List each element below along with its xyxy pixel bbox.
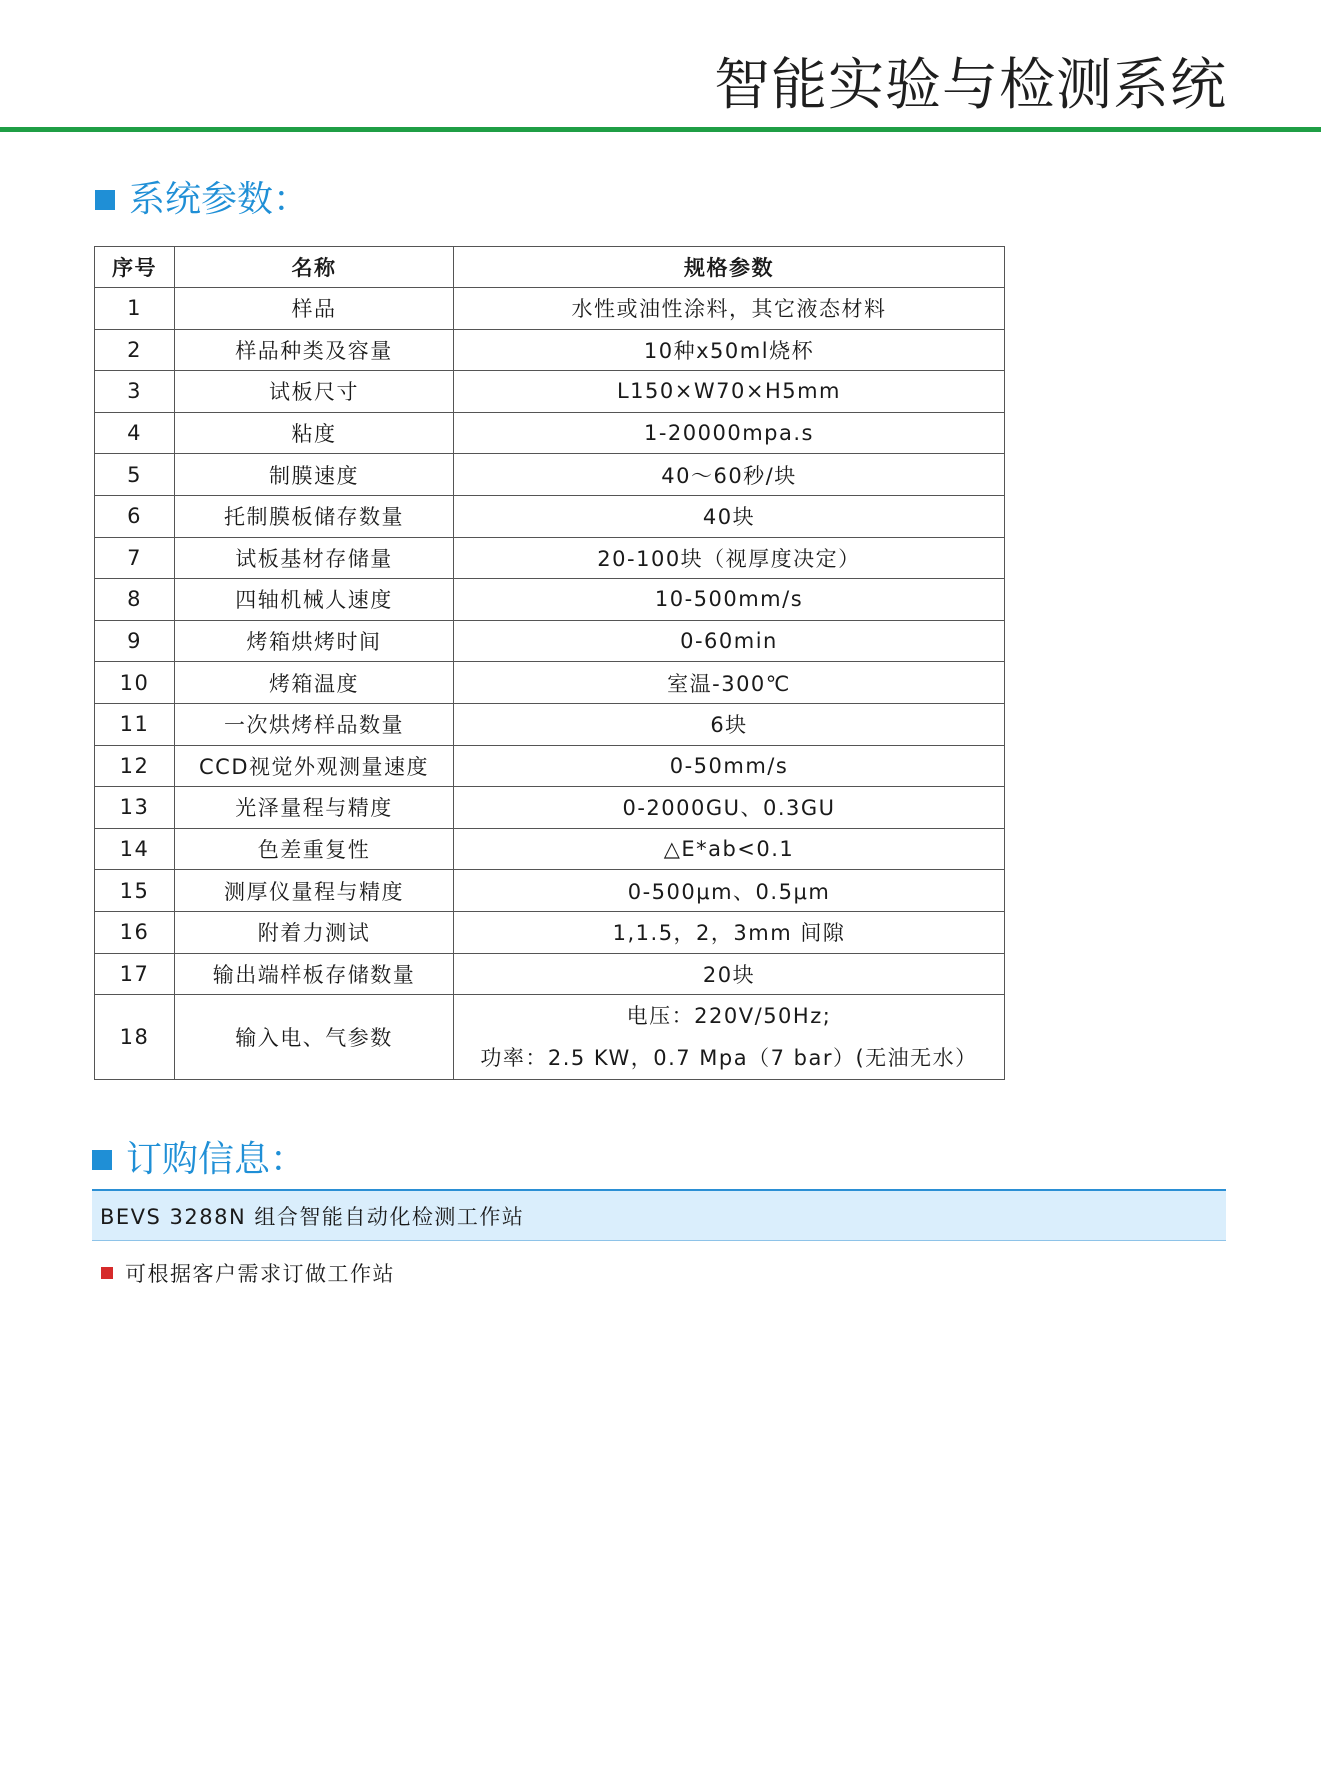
cell-name: 样品种类及容量 bbox=[175, 329, 454, 371]
spec-voltage: 电压：220V/50Hz; bbox=[626, 1004, 832, 1029]
cell-name: 烤箱温度 bbox=[175, 662, 454, 704]
table-row bbox=[95, 662, 1005, 704]
cell-name: 制膜速度 bbox=[175, 454, 454, 496]
cell-no: 12 bbox=[95, 745, 175, 787]
spec-table bbox=[94, 246, 1005, 1080]
table-row bbox=[95, 953, 1005, 995]
cell-spec: 20-100块（视厚度决定） bbox=[454, 537, 1005, 579]
cell-name: 试板基材存储量 bbox=[175, 537, 454, 579]
table-row bbox=[95, 537, 1005, 579]
cell-no: 4 bbox=[95, 412, 175, 454]
cell-spec: 1,1.5，2，3mm 间隙 bbox=[454, 911, 1005, 953]
table-row bbox=[95, 787, 1005, 829]
custom-note-text: 可根据客户需求订做工作站 bbox=[125, 1262, 395, 1286]
table-header-row bbox=[95, 247, 1005, 288]
cell-spec: 1-20000mpa.s bbox=[454, 412, 1005, 454]
cell-name: 测厚仪量程与精度 bbox=[175, 870, 454, 912]
cell-name: 色差重复性 bbox=[175, 828, 454, 870]
cell-no: 11 bbox=[95, 703, 175, 745]
cell-spec: 10种x50ml烧杯 bbox=[454, 329, 1005, 371]
cell-name: 附着力测试 bbox=[175, 911, 454, 953]
cell-name: 试板尺寸 bbox=[175, 371, 454, 413]
cell-name: 输出端样板存储数量 bbox=[175, 953, 454, 995]
order-section-heading bbox=[92, 1139, 307, 1180]
cell-spec: 20块 bbox=[454, 953, 1005, 995]
spec-table-body bbox=[95, 288, 1005, 1080]
cell-no: 8 bbox=[95, 579, 175, 621]
cell-name: 粘度 bbox=[175, 412, 454, 454]
table-row bbox=[95, 495, 1005, 537]
table-row bbox=[95, 412, 1005, 454]
page-title: 智能实验与检测系统 bbox=[714, 53, 1227, 118]
cell-spec: 0-50mm/s bbox=[454, 745, 1005, 787]
cell-no: 16 bbox=[95, 911, 175, 953]
cell-spec: 水性或油性涂料，其它液态材料 bbox=[454, 288, 1005, 330]
table-row bbox=[95, 620, 1005, 662]
heading-square-icon bbox=[95, 190, 115, 210]
cell-spec: 40块 bbox=[454, 495, 1005, 537]
cell-name: 样品 bbox=[175, 288, 454, 330]
table-row bbox=[95, 579, 1005, 621]
cell-spec: L150×W70×H5mm bbox=[454, 371, 1005, 413]
bullet-square-icon bbox=[101, 1267, 113, 1279]
custom-note bbox=[101, 1258, 395, 1288]
cell-name: 烤箱烘烤时间 bbox=[175, 620, 454, 662]
spec-heading-label: 系统参数： bbox=[129, 179, 310, 220]
column-header-name: 名称 bbox=[175, 247, 454, 288]
cell-no: 13 bbox=[95, 787, 175, 829]
table-row-power bbox=[95, 995, 1005, 1080]
cell-spec: 室温-300℃ bbox=[454, 662, 1005, 704]
table-row bbox=[95, 745, 1005, 787]
spec-section-heading bbox=[95, 179, 310, 220]
cell-spec: △E*ab<0.1 bbox=[454, 828, 1005, 870]
table-row bbox=[95, 454, 1005, 496]
cell-name: 输入电、气参数 bbox=[175, 995, 454, 1080]
cell-no: 2 bbox=[95, 329, 175, 371]
table-row bbox=[95, 911, 1005, 953]
cell-spec-multiline bbox=[454, 995, 1005, 1080]
table-row bbox=[95, 703, 1005, 745]
cell-spec: 6块 bbox=[454, 703, 1005, 745]
cell-no: 15 bbox=[95, 870, 175, 912]
cell-spec: 0-2000GU、0.3GU bbox=[454, 787, 1005, 829]
product-bar bbox=[92, 1189, 1226, 1241]
product-name: BEVS 3288N 组合智能自动化检测工作站 bbox=[100, 1204, 525, 1229]
spec-power: 功率：2.5 KW，0.7 Mpa（7 bar）(无油无水） bbox=[480, 1046, 978, 1071]
heading-square-icon bbox=[92, 1150, 112, 1170]
cell-name: 托制膜板储存数量 bbox=[175, 495, 454, 537]
table-row bbox=[95, 828, 1005, 870]
cell-name: 一次烘烤样品数量 bbox=[175, 703, 454, 745]
cell-name: CCD视觉外观测量速度 bbox=[175, 745, 454, 787]
column-header-no: 序号 bbox=[95, 247, 175, 288]
cell-no: 7 bbox=[95, 537, 175, 579]
table-row bbox=[95, 371, 1005, 413]
cell-no: 14 bbox=[95, 828, 175, 870]
table-row bbox=[95, 288, 1005, 330]
cell-name: 四轴机械人速度 bbox=[175, 579, 454, 621]
title-divider bbox=[0, 127, 1321, 132]
cell-no: 1 bbox=[95, 288, 175, 330]
cell-no: 3 bbox=[95, 371, 175, 413]
cell-no: 17 bbox=[95, 953, 175, 995]
cell-spec: 10-500mm/s bbox=[454, 579, 1005, 621]
table-row bbox=[95, 870, 1005, 912]
cell-no: 18 bbox=[95, 995, 175, 1080]
cell-spec: 40～60秒/块 bbox=[454, 454, 1005, 496]
cell-no: 6 bbox=[95, 495, 175, 537]
cell-no: 5 bbox=[95, 454, 175, 496]
cell-no: 10 bbox=[95, 662, 175, 704]
column-header-spec: 规格参数 bbox=[454, 247, 1005, 288]
cell-spec: 0-60min bbox=[454, 620, 1005, 662]
cell-no: 9 bbox=[95, 620, 175, 662]
table-row bbox=[95, 329, 1005, 371]
order-heading-label: 订购信息： bbox=[126, 1139, 307, 1180]
cell-name: 光泽量程与精度 bbox=[175, 787, 454, 829]
cell-spec: 0-500μm、0.5μm bbox=[454, 870, 1005, 912]
